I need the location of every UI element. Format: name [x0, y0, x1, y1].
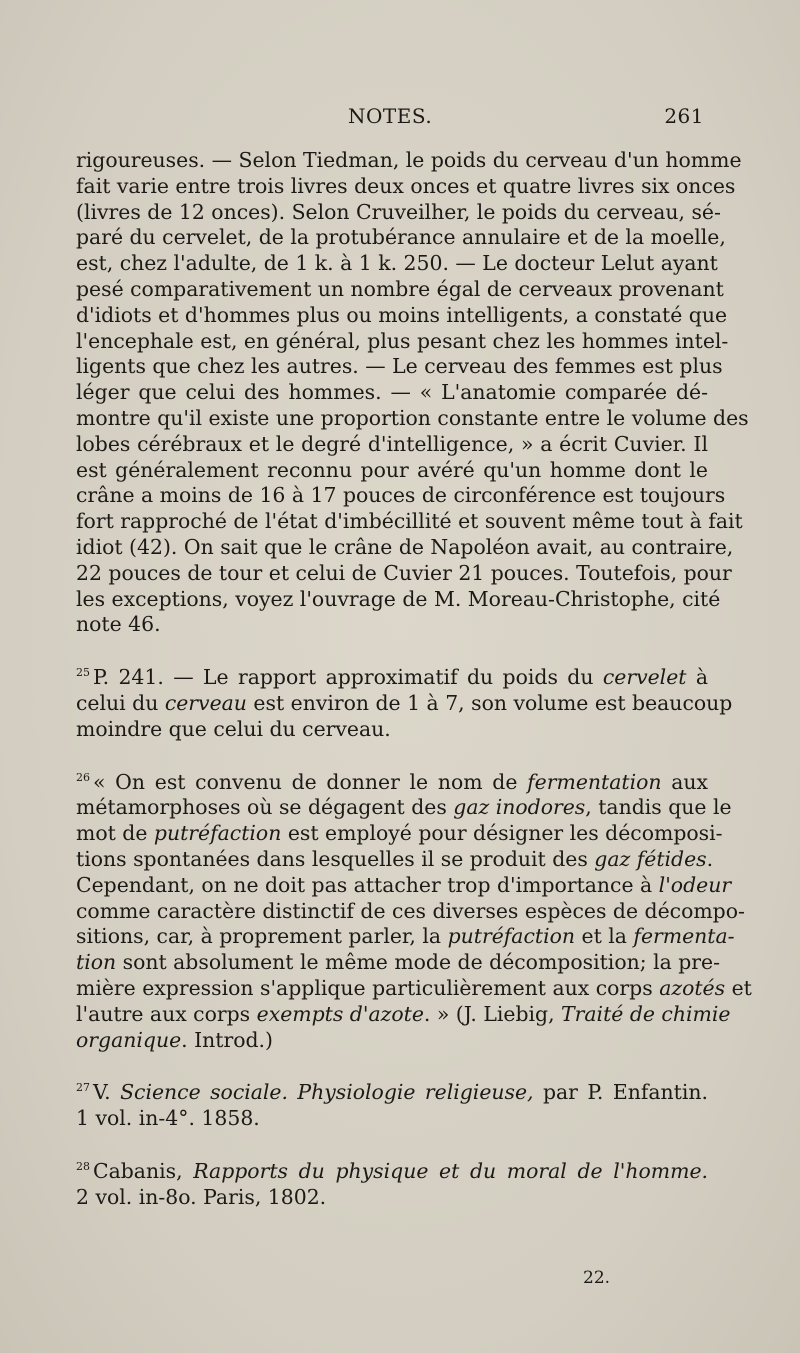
text-line: comme caractère distinctif de ces diverses espèces de décompo-: [76, 898, 745, 923]
text-line: $^{28}$ Cabanis, Rapports du physique et du moral de l'homme.: [76, 1158, 708, 1183]
text-line: Cependant, on ne doit pas attacher trop d'importance à l'odeur: [76, 872, 732, 897]
text-line: fort rapproché de l'état d'imbécillité et souvent même tout à fait: [76, 509, 743, 534]
text-line: $^{27}$ V. Science sociale. Physiologie religieuse, par P. Enfantin.: [76, 1080, 709, 1105]
text-line: celui du cerveau est environ de 1 à 7, son volume est beaucoup: [76, 690, 733, 715]
text-line: crâne a moins de 16 à 17 pouces de circonférence est toujours: [76, 483, 726, 508]
text-line: métamorphoses où se dégagent des gaz inodores, tandis que le: [76, 795, 732, 820]
text-line: mière expression s'applique particulièrement aux corps azotés et: [76, 975, 752, 1000]
note-25: [76, 665, 733, 742]
text-line: l'encephale est, en général, plus pesant chez les hommes intel-: [76, 328, 729, 353]
note-27: [76, 1080, 708, 1132]
note-28: [76, 1159, 708, 1211]
page-number: 261: [664, 104, 704, 128]
text-line: paré du cervelet, de la protubérance annulaire et de la moelle,: [76, 225, 726, 250]
text-line: léger que celui des hommes. — « L'anatomie comparée dé-: [76, 380, 708, 405]
text-line: $^{26}$ « On est convenu de donner le nom de fermentation aux: [76, 769, 709, 794]
note-26: [76, 769, 752, 1054]
text-line: montre qu'il existe une proportion constante entre le volume des: [76, 405, 749, 430]
text-line: idiot (42). On sait que le crâne de Napoléon avait, au contraire,: [76, 534, 734, 559]
text-line: les exceptions, voyez l'ouvrage de M. Moreau-Christophe, cité: [76, 586, 721, 611]
text-line: est généralement reconnu pour avéré qu'un homme dont le: [76, 457, 708, 482]
text-line: est, chez l'adulte, de 1 k. à 1 k. 250. — Le docteur Lelut ayant: [76, 251, 718, 276]
signature-mark: 22.: [583, 1268, 611, 1288]
text-line: organique. Introd.): [76, 1027, 273, 1052]
text-line: 1 vol. in-4°. 1858.: [76, 1106, 260, 1131]
note-number: 27: [76, 1081, 90, 1095]
text-line: ligents que chez les autres. — Le cerveau des femmes est plus: [76, 354, 723, 379]
text-line: l'autre aux corps exempts d'azote. » (J. Liebig, Traité de chimie: [76, 1001, 731, 1026]
note-number: 26: [76, 770, 90, 784]
text-line: rigoureuses. — Selon Tiedman, le poids du cerveau d'un homme: [76, 148, 742, 172]
text-line: (livres de 12 onces). Selon Cruveilher, le poids du cerveau, sé-: [76, 199, 721, 224]
body-text: [76, 148, 752, 1210]
text-line: 2 vol. in-8o. Paris, 1802.: [76, 1184, 327, 1209]
running-header: [76, 100, 704, 132]
text-line: tions spontanées dans lesquelles il se produit des gaz fétides.: [76, 846, 714, 871]
text-line: lobes cérébraux et le degré d'intelligence, » a écrit Cuvier. Il: [76, 431, 708, 456]
text-line: note 46.: [76, 612, 161, 637]
text-line: $^{25}$ P. 241. — Le rapport approximatif du poids du cervelet à: [76, 665, 708, 690]
note-number: 25: [76, 666, 90, 680]
note-number: 28: [76, 1159, 90, 1173]
text-line: d'idiots et d'hommes plus ou moins intelligents, a constaté que: [76, 302, 728, 327]
text-line: moindre que celui du cerveau.: [76, 716, 391, 741]
text-line: fait varie entre trois livres deux onces et quatre livres six onces: [76, 173, 736, 198]
text-line: sitions, car, à proprement parler, la putréfaction et la fermenta-: [76, 924, 735, 949]
header-title: NOTES.: [348, 104, 433, 128]
text-line: pesé comparativement un nombre égal de cerveaux provenant: [76, 276, 724, 301]
paragraph-1: [76, 148, 749, 638]
text-line: tion sont absolument le même mode de décomposition; la pre-: [76, 950, 720, 975]
text-line: 22 pouces de tour et celui de Cuvier 21 pouces. Toutefois, pour: [76, 560, 732, 585]
text-line: mot de putréfaction est employé pour désigner les décomposi-: [76, 821, 723, 846]
